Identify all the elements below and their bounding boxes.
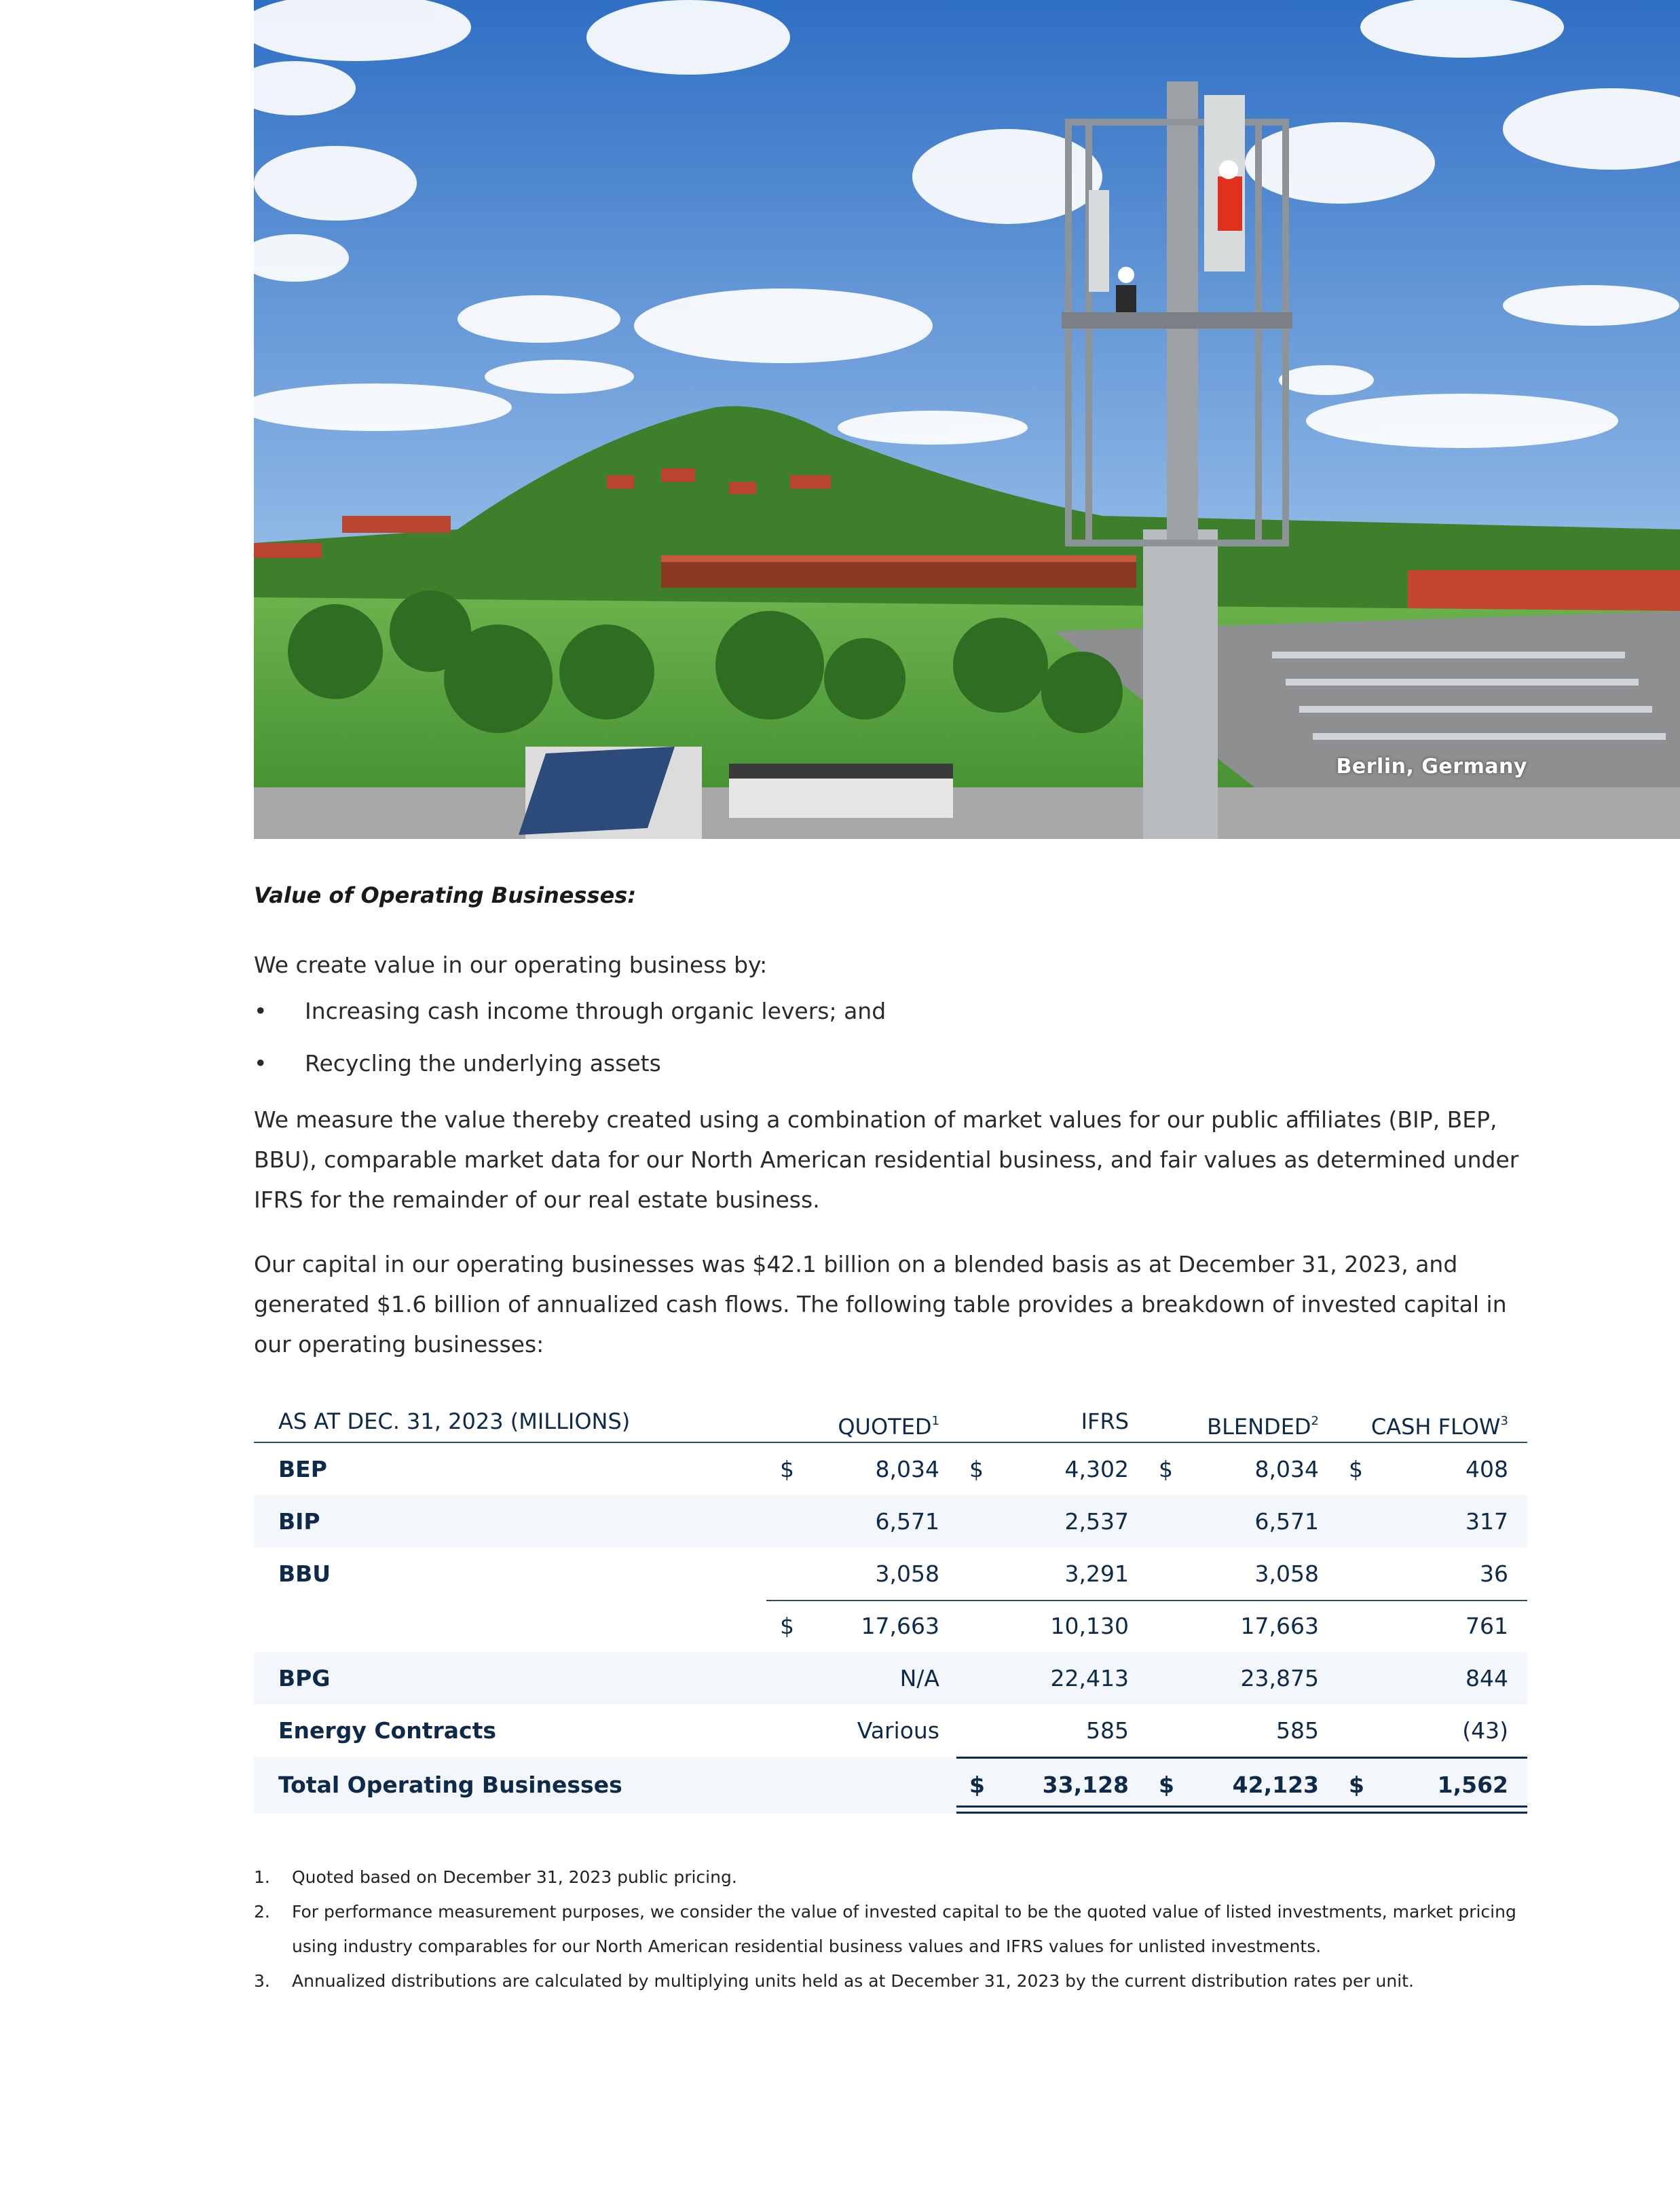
bullet-item [254, 1050, 1527, 1077]
bullet-text: Increasing cash income through organic levers; and [305, 998, 886, 1024]
quoted-value: N/A [899, 1665, 939, 1691]
blended-value: 3,058 [1254, 1560, 1319, 1587]
currency-sign: $ [969, 1772, 985, 1798]
bullet-icon: • [254, 998, 267, 1024]
photo-caption: Berlin, Germany [1336, 755, 1527, 779]
invested-capital-table [254, 1401, 1527, 1814]
header-blended: BLENDED$^2$ [1207, 1414, 1319, 1440]
row-label: BIP [278, 1508, 320, 1535]
cash-flow-value: 761 [1466, 1613, 1508, 1639]
quoted-value: 17,663 [861, 1613, 939, 1639]
ifrs-value: 10,130 [1050, 1613, 1129, 1639]
ifrs-value: 22,413 [1050, 1665, 1129, 1691]
currency-sign: $ [1159, 1456, 1173, 1482]
bullet-item [254, 998, 1527, 1024]
ifrs-value: 4,302 [1064, 1456, 1129, 1482]
currency-sign: $ [780, 1613, 794, 1639]
row-label: BPG [278, 1665, 331, 1691]
footnote-number: 2. [254, 1902, 270, 1922]
body-paragraph: Our capital in our operating businesses was $42.1 billion on a blended basis as at December 31, 2023, and generated $1.6 billion of annualized cash flows. The following table provides a breakdown of invested capital in our operating businesses: [254, 1251, 1507, 1358]
blended-value: 17,663 [1240, 1613, 1319, 1639]
row-label: BEP [278, 1456, 327, 1482]
header-quoted: QUOTED$^1$ [838, 1414, 939, 1440]
header-ifrs: IFRS [1081, 1408, 1129, 1434]
cash-flow-value: 844 [1466, 1665, 1508, 1691]
table-row [254, 1495, 1527, 1548]
quoted-value: 8,034 [875, 1456, 939, 1482]
footnote-text: Quoted based on December 31, 2023 public pricing. [292, 1867, 737, 1887]
currency-sign: $ [780, 1456, 794, 1482]
ifrs-value: 3,291 [1064, 1560, 1129, 1587]
row-label: Energy Contracts [278, 1717, 496, 1744]
currency-sign: $ [969, 1456, 984, 1482]
blended-value: 585 [1276, 1717, 1319, 1744]
hero-photo [254, 0, 1680, 839]
blended-value: 42,123 [1232, 1772, 1319, 1798]
ifrs-value: 33,128 [1042, 1772, 1129, 1798]
cash-flow-value: 317 [1466, 1508, 1508, 1535]
currency-sign: $ [1349, 1456, 1363, 1482]
blended-value: 8,034 [1254, 1456, 1319, 1482]
footnote-number: 1. [254, 1867, 270, 1887]
section-heading: Value of Operating Businesses: [254, 882, 637, 908]
bullet-text: Recycling the underlying assets [305, 1050, 661, 1077]
bullet-icon: • [254, 1050, 267, 1077]
cash-flow-value: 1,562 [1437, 1772, 1508, 1798]
quoted-value: 6,571 [875, 1508, 939, 1535]
table-row [254, 1548, 1527, 1600]
footnote [254, 1964, 1527, 1998]
intro-text: We create value in our operating business by: [254, 952, 768, 978]
ifrs-value: 585 [1086, 1717, 1129, 1744]
row-label: Total Operating Businesses [278, 1772, 622, 1798]
quoted-value: Various [857, 1717, 939, 1744]
footnote-text: For performance measurement purposes, we consider the value of invested capital to be the quoted value of listed investments, market pricing using industry comparables for our North American residential business values and IFRS values for unlisted investments. [292, 1902, 1516, 1956]
cash-flow-value: 408 [1466, 1456, 1508, 1482]
ifrs-value: 2,537 [1064, 1508, 1129, 1535]
blended-value: 23,875 [1240, 1665, 1319, 1691]
row-label: BBU [278, 1560, 331, 1587]
footnotes [254, 1860, 1527, 1998]
total-row [254, 1757, 1527, 1814]
body-paragraph: We measure the value thereby created using a combination of market values for our public affiliates (BIP, BEP, BBU), comparable market data for our North American residential business, and fair values as determined under IFRS for the remainder of our real estate business. [254, 1106, 1519, 1213]
currency-sign: $ [1159, 1772, 1174, 1798]
cash-flow-value: 36 [1480, 1560, 1508, 1587]
footnote-text: Annualized distributions are calculated by multiplying units held as at December 31, 2023 by the current distribution rates per unit. [292, 1971, 1414, 1991]
telecom-tower-landscape-image [254, 0, 1680, 839]
subtotal-row [254, 1600, 1527, 1652]
table-row [254, 1704, 1527, 1757]
table-row [254, 1443, 1527, 1495]
quoted-value: 3,058 [875, 1560, 939, 1587]
cash-flow-value: (43) [1462, 1717, 1508, 1744]
footnote [254, 1894, 1527, 1964]
header-cash-flow: CASH FLOW$^3$ [1370, 1414, 1508, 1440]
table-row [254, 1652, 1527, 1704]
footnote-number: 3. [254, 1971, 270, 1991]
footnote [254, 1860, 1527, 1894]
currency-sign: $ [1349, 1772, 1364, 1798]
table-header-row [254, 1401, 1527, 1443]
blended-value: 6,571 [1254, 1508, 1319, 1535]
header-label: AS AT DEC. 31, 2023 (MILLIONS) [278, 1408, 631, 1434]
